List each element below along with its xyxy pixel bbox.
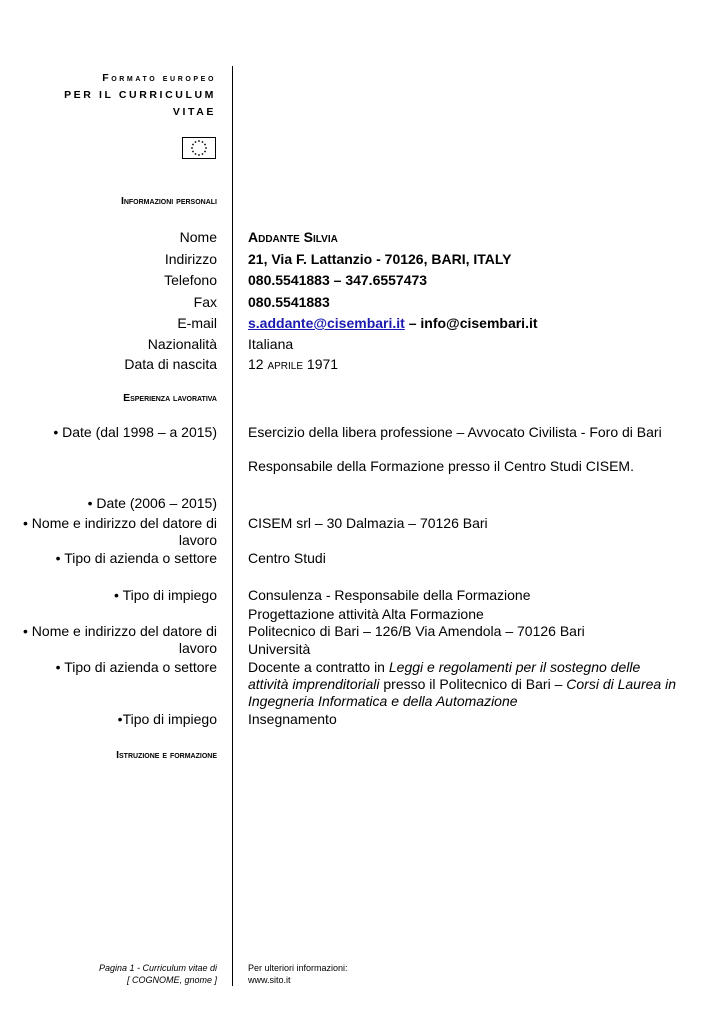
value-impiego-1: Consulenza - Responsabile della Formazione [248, 587, 531, 603]
label-impiego-2: •Tipo di impiego [117, 711, 217, 727]
label-data-nascita: Data di nascita [124, 356, 217, 372]
docente-d: Corsi di Laurea in Ingegneria Informatica e della Automazione [248, 676, 676, 709]
label-email: E-mail [177, 315, 217, 331]
eu-flag-icon [182, 137, 216, 159]
header-line-3: VITAE [172, 106, 216, 118]
value-data-nascita [248, 356, 676, 373]
value-responsabile: Responsabile della Formazione presso il Centro Studi CISEM. [248, 458, 634, 474]
birth-day: 12 [248, 356, 268, 372]
birth-year: 1971 [303, 356, 339, 372]
value-nazionalita: Italiana [248, 336, 294, 352]
value-email [248, 315, 676, 332]
label-indirizzo: Indirizzo [164, 251, 217, 267]
value-professione: Esercizio della libera professione – Avvocato Civilista - Foro di Bari [248, 424, 662, 440]
header-line-2: PER IL CURRICULUM [64, 89, 216, 101]
label-fax: Fax [193, 294, 217, 310]
column-divider [232, 66, 233, 986]
value-nome: Addante Silvia [248, 229, 338, 245]
docente-c: presso il Politecnico di Bari – [379, 676, 567, 692]
label-datore-2: • Nome e indirizzo del datore di lavoro [23, 623, 217, 656]
value-datore-2: Politecnico di Bari – 126/B Via Amendola – 70126 Bari [248, 623, 585, 639]
label-datore-1: • Nome e indirizzo del datore di lavoro [23, 515, 217, 548]
value-azienda-2 [248, 659, 676, 710]
value-datore-1: CISEM srl – 30 Dalmazia – 70126 Bari [248, 515, 488, 531]
docente-a: Docente a contratto in [248, 659, 389, 675]
label-nome: Nome [179, 229, 217, 245]
label-date-2006: • Date (2006 – 2015) [87, 495, 217, 511]
docente-b: Leggi e regolamenti per il sostegno delle attività imprenditoriali [248, 659, 641, 692]
email-link[interactable]: s.addante@cisembari.it [248, 315, 405, 331]
value-indirizzo: 21, Via F. Lattanzio - 70126, BARI, ITALY [248, 251, 512, 267]
footer-page: Pagina 1 - Curriculum vitae di [98, 963, 217, 973]
footer-name: [ COGNOME, gnome ] [126, 975, 217, 985]
header-title [16, 70, 216, 121]
header-line-1: Formato europeo [102, 72, 216, 84]
footer-info: Per ulteriori informazioni: [248, 963, 348, 973]
footer-site[interactable]: www.sito.it [248, 975, 291, 985]
value-fax: 080.5541883 [248, 294, 330, 310]
value-impiego-1b: Progettazione attività Alta Formazione [248, 606, 484, 622]
footer-left [17, 962, 217, 986]
value-azienda-1: Centro Studi [248, 550, 326, 566]
value-telefono: 080.5541883 – 347.6557473 [248, 272, 428, 288]
section-education: Istruzione e formazione [116, 749, 217, 761]
label-azienda-2: • Tipo di azienda o settore [55, 659, 217, 675]
label-azienda-1: • Tipo di azienda o settore [55, 550, 217, 566]
email-secondary: – info@cisembari.it [404, 315, 538, 331]
footer-right [248, 962, 448, 986]
section-work-experience: Esperienza lavorativa [123, 392, 217, 404]
section-personal-info: Informazioni personali [120, 195, 217, 207]
label-nazionalita: Nazionalità [147, 336, 217, 352]
label-impiego-1: • Tipo di impiego [114, 587, 217, 603]
birth-month: aprile [267, 356, 304, 372]
value-impiego-2: Insegnamento [248, 711, 337, 727]
value-datore-2b: Università [248, 641, 311, 657]
label-telefono: Telefono [164, 272, 217, 288]
label-date-1998: • Date (dal 1998 – a 2015) [53, 424, 217, 440]
